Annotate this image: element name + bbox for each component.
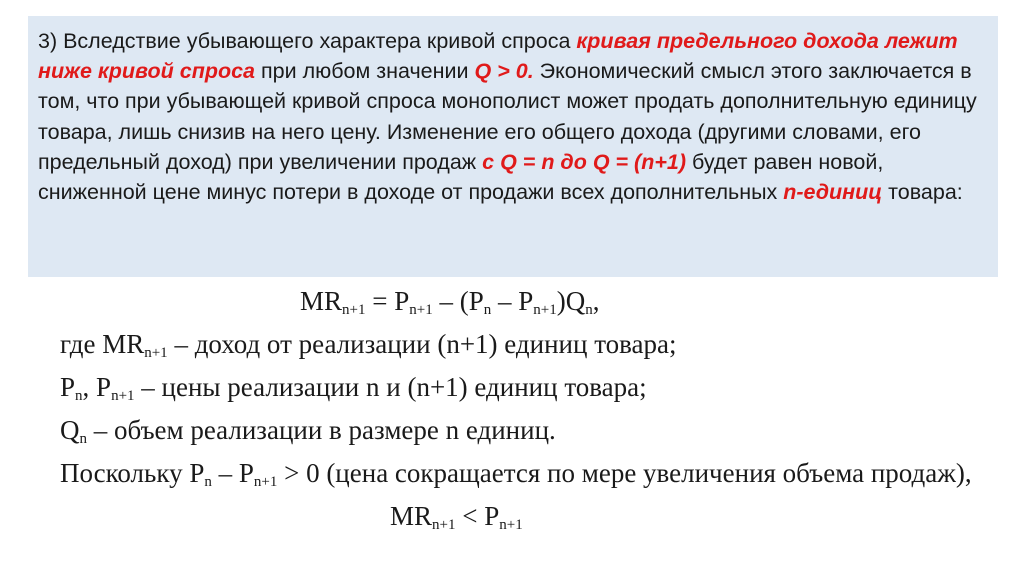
formula-text: P: [60, 372, 76, 402]
formula-text: – цены реализации n и (n+1) единиц товара;: [134, 372, 647, 402]
subscript: n: [585, 302, 593, 318]
highlight-text: с Q = n до Q = (n+1): [482, 149, 687, 174]
subscript: n+1: [533, 302, 557, 318]
formula-text: Поскольку P: [60, 458, 205, 488]
formula-conclusion: [60, 495, 1000, 538]
formula-text: – P: [211, 458, 254, 488]
subscript: n: [79, 431, 87, 447]
text-run: товара:: [882, 180, 963, 205]
formula-mr: [60, 280, 1000, 323]
subscript: n+1: [144, 345, 168, 361]
definition-mr: [60, 323, 1000, 366]
paragraph: [38, 26, 988, 207]
subscript: n: [204, 474, 212, 490]
formula-text: > 0 (цена сокращается по мере увеличения объема продаж),: [277, 458, 972, 488]
formula-text: < P: [455, 501, 500, 531]
formula-text: = P: [365, 286, 410, 316]
highlight-text: n-единиц: [783, 180, 883, 205]
text-run: Экономический смысл этого заключается в том, что при убывающей кривой спроса монополист может продать дополнительную единицу товара, лишь снизив на него цену. Изменение его общего дохода (другими словами, его предельный доход) при увеличении продаж: [38, 59, 977, 174]
formula-text: ,: [592, 286, 600, 316]
formula-text: – P: [491, 286, 534, 316]
formula-text: где MR: [60, 329, 145, 359]
highlight-text: кривая предельного дохода лежит ниже кривой спроса: [38, 29, 958, 84]
formula-text: )Q: [556, 286, 586, 316]
definition-quantity: [60, 409, 1000, 452]
formula-text: MR: [390, 501, 433, 531]
subscript: n+1: [432, 517, 456, 533]
subscript: n: [75, 388, 83, 404]
subscript: n+1: [409, 302, 433, 318]
formula-text: Q: [60, 415, 80, 445]
subscript: n+1: [111, 388, 135, 404]
subscript: n: [483, 302, 492, 318]
subscript: n+1: [342, 302, 366, 318]
formula-text: – доход от реализации (n+1) единиц товара;: [167, 329, 677, 359]
definition-prices: [60, 366, 1000, 409]
inequality-statement: [60, 452, 1000, 495]
formula-text: – объем реализации в размере n единиц.: [87, 415, 556, 445]
subscript: n+1: [499, 517, 523, 533]
formula-block: [60, 280, 1000, 538]
formula-text: – (P: [432, 286, 484, 316]
text-box: [28, 16, 998, 277]
text-run: 3) Вследствие убывающего характера кривой спроса: [38, 29, 577, 53]
text-run: при любом значении: [255, 59, 475, 84]
formula-text: MR: [300, 286, 343, 316]
text-run: будет равен новой, сниженной цене минус потери в доходе от продажи всех дополнительных: [38, 149, 884, 205]
formula-text: , P: [82, 372, 112, 402]
subscript: n+1: [253, 474, 278, 490]
highlight-text: Q > 0.: [474, 59, 534, 84]
